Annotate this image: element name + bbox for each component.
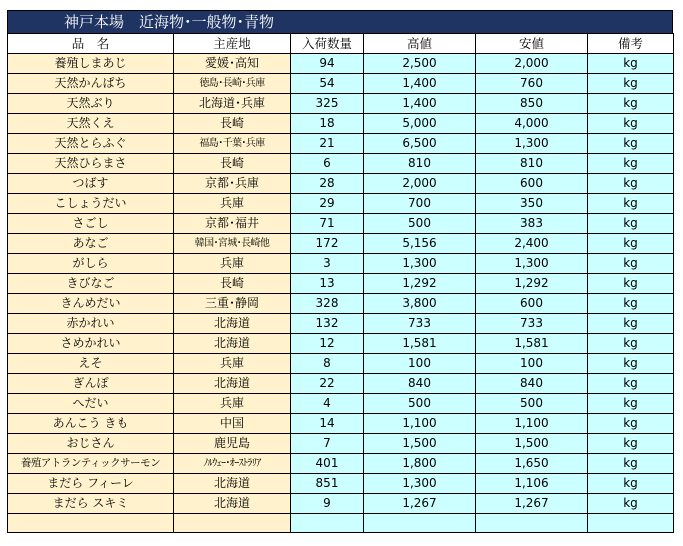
cell-name: 養殖しまあじ (8, 54, 174, 74)
cell-origin: 長崎 (174, 114, 291, 134)
cell-remarks: kg (588, 214, 674, 234)
cell-remarks: kg (588, 474, 674, 494)
sheet-title: 神戸本場 近海物･一般物･青物 (7, 10, 673, 33)
cell-remarks: kg (588, 394, 674, 414)
price-sheet (7, 10, 673, 533)
cell-name: きんめだい (8, 294, 174, 314)
table-row (8, 134, 674, 154)
cell-low-price: 350 (476, 194, 588, 214)
table-row (8, 314, 674, 334)
cell-remarks: kg (588, 234, 674, 254)
table-row (8, 94, 674, 114)
cell-quantity: 94 (291, 54, 364, 74)
cell-high-price: 1,300 (364, 254, 476, 274)
header-origin: 主産地 (174, 34, 291, 54)
cell-high-price: 733 (364, 314, 476, 334)
cell-name: おじさん (8, 434, 174, 454)
cell-low-price: 810 (476, 154, 588, 174)
table-row (8, 474, 674, 494)
cell-low-price: 1,650 (476, 454, 588, 474)
table-row (8, 334, 674, 354)
cell-origin (174, 514, 291, 533)
cell-name: 赤かれい (8, 314, 174, 334)
cell-remarks: kg (588, 114, 674, 134)
table-row (8, 234, 674, 254)
cell-quantity: 6 (291, 154, 364, 174)
cell-low-price: 1,292 (476, 274, 588, 294)
table-row (8, 74, 674, 94)
cell-remarks: kg (588, 494, 674, 514)
cell-high-price: 1,300 (364, 474, 476, 494)
header-row (8, 34, 674, 54)
cell-remarks: kg (588, 174, 674, 194)
cell-low-price (476, 514, 588, 533)
cell-quantity: 851 (291, 474, 364, 494)
cell-origin: 長崎 (174, 274, 291, 294)
cell-low-price: 1,300 (476, 134, 588, 154)
cell-high-price: 1,500 (364, 434, 476, 454)
cell-high-price: 3,800 (364, 294, 476, 314)
header-remarks: 備考 (588, 34, 674, 54)
cell-quantity: 28 (291, 174, 364, 194)
cell-origin: 兵庫 (174, 194, 291, 214)
cell-quantity: 7 (291, 434, 364, 454)
cell-quantity: 3 (291, 254, 364, 274)
cell-low-price: 850 (476, 94, 588, 114)
table-row (8, 194, 674, 214)
cell-remarks (588, 514, 674, 533)
cell-name: こしょうだい (8, 194, 174, 214)
cell-quantity: 172 (291, 234, 364, 254)
price-table (7, 33, 674, 533)
cell-high-price: 1,292 (364, 274, 476, 294)
cell-name: 天然ぶり (8, 94, 174, 114)
cell-low-price: 383 (476, 214, 588, 234)
cell-quantity (291, 514, 364, 533)
cell-remarks: kg (588, 94, 674, 114)
cell-low-price: 1,106 (476, 474, 588, 494)
cell-remarks: kg (588, 254, 674, 274)
cell-low-price: 600 (476, 174, 588, 194)
table-row (8, 434, 674, 454)
cell-name: まだら スキミ (8, 494, 174, 514)
cell-name: 天然くえ (8, 114, 174, 134)
cell-origin: 北海道･兵庫 (174, 94, 291, 114)
cell-high-price: 1,267 (364, 494, 476, 514)
cell-high-price: 6,500 (364, 134, 476, 154)
cell-high-price (364, 514, 476, 533)
cell-high-price: 500 (364, 214, 476, 234)
table-row (8, 54, 674, 74)
table-row (8, 354, 674, 374)
cell-low-price: 1,267 (476, 494, 588, 514)
cell-quantity: 9 (291, 494, 364, 514)
cell-name: へだい (8, 394, 174, 414)
table-row (8, 454, 674, 474)
cell-remarks: kg (588, 354, 674, 374)
cell-low-price: 4,000 (476, 114, 588, 134)
cell-high-price: 5,000 (364, 114, 476, 134)
cell-quantity: 54 (291, 74, 364, 94)
cell-high-price: 500 (364, 394, 476, 414)
cell-quantity: 22 (291, 374, 364, 394)
cell-origin: 京都･福井 (174, 214, 291, 234)
cell-remarks: kg (588, 54, 674, 74)
cell-remarks: kg (588, 194, 674, 214)
cell-high-price: 1,581 (364, 334, 476, 354)
cell-remarks: kg (588, 454, 674, 474)
cell-origin: 北海道 (174, 494, 291, 514)
table-row (8, 414, 674, 434)
cell-low-price: 840 (476, 374, 588, 394)
cell-low-price: 1,100 (476, 414, 588, 434)
cell-low-price: 760 (476, 74, 588, 94)
table-row (8, 214, 674, 234)
cell-name: つばす (8, 174, 174, 194)
cell-remarks: kg (588, 134, 674, 154)
cell-name: まだら フィーレ (8, 474, 174, 494)
cell-origin: 鹿児島 (174, 434, 291, 454)
cell-low-price: 733 (476, 314, 588, 334)
cell-origin: 北海道 (174, 374, 291, 394)
table-row (8, 394, 674, 414)
cell-name: あんこう きも (8, 414, 174, 434)
table-row (8, 374, 674, 394)
cell-origin: 徳島･長崎･兵庫 (174, 74, 291, 94)
cell-remarks: kg (588, 334, 674, 354)
cell-remarks: kg (588, 414, 674, 434)
cell-quantity: 29 (291, 194, 364, 214)
cell-low-price: 1,500 (476, 434, 588, 454)
cell-low-price: 1,581 (476, 334, 588, 354)
cell-name: きびなご (8, 274, 174, 294)
cell-quantity: 21 (291, 134, 364, 154)
header-high-price: 高値 (364, 34, 476, 54)
cell-quantity: 8 (291, 354, 364, 374)
cell-high-price: 1,400 (364, 74, 476, 94)
cell-quantity: 13 (291, 274, 364, 294)
cell-low-price: 100 (476, 354, 588, 374)
cell-high-price: 5,156 (364, 234, 476, 254)
cell-high-price: 2,500 (364, 54, 476, 74)
cell-origin: 兵庫 (174, 394, 291, 414)
cell-remarks: kg (588, 374, 674, 394)
cell-origin: 愛媛･高知 (174, 54, 291, 74)
cell-quantity: 328 (291, 294, 364, 314)
cell-remarks: kg (588, 74, 674, 94)
table-row (8, 294, 674, 314)
table-row (8, 154, 674, 174)
table-row (8, 514, 674, 533)
cell-name: 養殖アトランティックサーモン (8, 454, 174, 474)
cell-quantity: 4 (291, 394, 364, 414)
cell-high-price: 1,800 (364, 454, 476, 474)
cell-quantity: 401 (291, 454, 364, 474)
cell-origin: ﾉﾙｳｪｰ･ｵｰｽﾄﾗﾘｱ (174, 454, 291, 474)
table-row (8, 114, 674, 134)
cell-origin: 福島･千葉･兵庫 (174, 134, 291, 154)
header-name: 品 名 (8, 34, 174, 54)
cell-name: 天然とらふぐ (8, 134, 174, 154)
cell-high-price: 100 (364, 354, 476, 374)
cell-name: えそ (8, 354, 174, 374)
cell-name: 天然ひらまさ (8, 154, 174, 174)
cell-quantity: 18 (291, 114, 364, 134)
cell-origin: 韓国･宮城･長崎他 (174, 234, 291, 254)
cell-origin: 三重･静岡 (174, 294, 291, 314)
cell-quantity: 14 (291, 414, 364, 434)
cell-name: あなご (8, 234, 174, 254)
cell-name: 天然かんぱち (8, 74, 174, 94)
cell-high-price: 700 (364, 194, 476, 214)
cell-low-price: 1,300 (476, 254, 588, 274)
cell-name: さめかれい (8, 334, 174, 354)
cell-quantity: 132 (291, 314, 364, 334)
cell-high-price: 840 (364, 374, 476, 394)
cell-quantity: 12 (291, 334, 364, 354)
cell-origin: 中国 (174, 414, 291, 434)
cell-remarks: kg (588, 154, 674, 174)
cell-name: さごし (8, 214, 174, 234)
cell-origin: 京都･兵庫 (174, 174, 291, 194)
cell-remarks: kg (588, 294, 674, 314)
cell-origin: 長崎 (174, 154, 291, 174)
cell-high-price: 2,000 (364, 174, 476, 194)
table-row (8, 174, 674, 194)
table-row (8, 494, 674, 514)
cell-origin: 兵庫 (174, 354, 291, 374)
cell-low-price: 2,000 (476, 54, 588, 74)
header-low-price: 安値 (476, 34, 588, 54)
cell-quantity: 325 (291, 94, 364, 114)
cell-low-price: 2,400 (476, 234, 588, 254)
cell-remarks: kg (588, 274, 674, 294)
table-row (8, 274, 674, 294)
cell-high-price: 1,400 (364, 94, 476, 114)
table-row (8, 254, 674, 274)
cell-origin: 兵庫 (174, 254, 291, 274)
cell-low-price: 600 (476, 294, 588, 314)
cell-high-price: 810 (364, 154, 476, 174)
header-quantity: 入荷数量 (291, 34, 364, 54)
cell-origin: 北海道 (174, 334, 291, 354)
cell-high-price: 1,100 (364, 414, 476, 434)
cell-name: がしら (8, 254, 174, 274)
cell-remarks: kg (588, 434, 674, 454)
cell-origin: 北海道 (174, 474, 291, 494)
cell-low-price: 500 (476, 394, 588, 414)
cell-name: ぎんぽ (8, 374, 174, 394)
cell-remarks: kg (588, 314, 674, 334)
cell-name (8, 514, 174, 533)
cell-quantity: 71 (291, 214, 364, 234)
cell-origin: 北海道 (174, 314, 291, 334)
